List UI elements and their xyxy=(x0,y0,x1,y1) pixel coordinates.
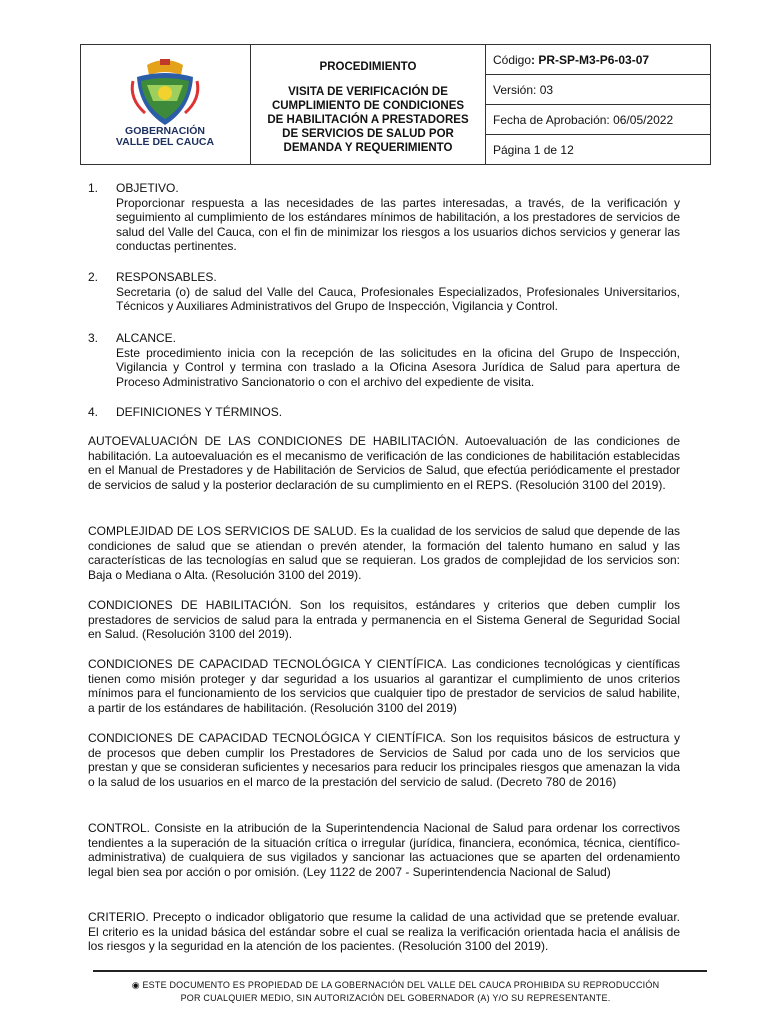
coat-of-arms-logo xyxy=(127,55,203,129)
section-alcance xyxy=(116,331,680,389)
copyright-icon: ◉ xyxy=(131,980,140,990)
code-label: Código xyxy=(493,52,532,67)
section-title: DEFINICIONES Y TÉRMINOS. xyxy=(116,405,283,419)
definition-complejidad: COMPLEJIDAD DE LOS SERVICIOS DE SALUD. Es la cualidad de los servicios de salud que depende de las condiciones de salud que se atiendan o prevén atender, la formación del talento humano en salud y las características de las tecnologías en salud que se requieran. Los grados de complejidad de los servicios son: Baja o Mediana o Alta. (Resolución 3100 del 2019). xyxy=(88,524,680,582)
section-objetivo xyxy=(116,181,680,254)
document-type: PROCEDIMIENTO xyxy=(319,61,417,73)
title-line: VISITA DE VERIFICACIÓN DE xyxy=(288,86,448,98)
document-title xyxy=(251,85,485,155)
section-number: 4. xyxy=(88,405,99,419)
title-line: DEMANDA Y REQUERIMIENTO xyxy=(283,142,453,154)
definition-condiciones-habilitacion: CONDICIONES DE HABILITACIÓN. Son los requisitos, estándares y criterios que deben cumplir los prestadores de servicios de salud para la entrada y permanencia en el Sistema General de Seguridad Social en Salud. (Resolución 3100 del 2019). xyxy=(88,598,680,642)
code-cell xyxy=(486,45,710,75)
title-line: DE HABILITACIÓN A PRESTADORES xyxy=(267,114,469,126)
section-title: RESPONSABLES. xyxy=(116,270,217,284)
definition-autoevaluacion: AUTOEVALUACIÓN DE LAS CONDICIONES DE HABILITACIÓN. Autoevaluación de las condiciones de habilitación. La autoevaluación es el mecanismo de verificación de las condiciones de habilitación establecidas en el Manual de Prestadores y de Habilitación de Servicios de Salud, que efectúa periódicamente el prestador de servicios de salud y la posterior declaración de su cumplimiento en el REPS. (Resolución 3100 del 2019). xyxy=(88,434,680,492)
section-text: Proporcionar respuesta a las necesidades de las partes interesadas, a través, de la verificación y seguimiento al cumplimiento de los estándares mínimos de habilitación, a los prestadores de servicios de salud del Valle del Cauca, con el fin de minimizar los riesgos a los usuarios dichos servicios y generar las conductas pertinentes. xyxy=(116,195,680,254)
section-number: 1. xyxy=(88,181,99,195)
definition-control: CONTROL. Consiste en la atribución de la Superintendencia Nacional de Salud para ordenar los correctivos tendientes a la superación de la situación crítica o irregular (jurídica, financiera, económica, técnica, científico-administrativa) de cualquiera de sus vigilados y sancionar las actuaciones que se aparten del ordenamiento legal bien sea por acción o por omisión. (Ley 1122 de 2007 - Superintendencia Nacional de Salud) xyxy=(88,821,680,879)
title-line: DE SERVICIOS DE SALUD POR xyxy=(282,128,454,140)
definition-capacidad-tecnologica-1: CONDICIONES DE CAPACIDAD TECNOLÓGICA Y CIENTÍFICA. Las condiciones tecnológicas y científicas tienen como misión proteger y dar seguridad a los usuarios al garantizar el cumplimiento de unos criterios mínimos para el funcionamiento de los servicios que cualquier tipo de prestador de servicios de salud habilite, a partir de los estándares de habilitación. (Resolución 3100 del 2019) xyxy=(88,657,680,715)
definition-capacidad-tecnologica-2: CONDICIONES DE CAPACIDAD TECNOLÓGICA Y CIENTÍFICA. Son los requisitos básicos de estructura y de procesos que deben cumplir los Prestadores de Servicios de Salud por cada uno de los servicios que prestan y que se consideran suficientes y necesarios para reducir los principales riesgos que amenazan la vida o la salud de los usuarios en el marco de la prestación del servicio de salud. (Decreto 780 de 2016) xyxy=(88,731,680,789)
section-title: OBJETIVO. xyxy=(116,181,179,195)
footer-notice xyxy=(80,979,711,1004)
section-title: ALCANCE. xyxy=(116,331,177,345)
footer-line2: POR CUALQUIER MEDIO, SIN AUTORIZACIÓN DEL GOBERNADOR (A) Y/O SU REPRESENTANTE. xyxy=(180,992,611,1003)
approval-date-cell: Fecha de Aprobación: 06/05/2022 xyxy=(486,105,710,135)
footer-line1: ESTE DOCUMENTO ES PROPIEDAD DE LA GOBERNACIÓN DEL VALLE DEL CAUCA PROHIBIDA SU REPRODUCCIÓN xyxy=(142,980,660,990)
definition-criterio: CRITERIO. Precepto o indicador obligatorio que resume la calidad de una actividad que se pretende evaluar. El criterio es la unidad básica del estándar sobre el cual se realiza la verificación orientada hacia el análisis de los riesgos y la seguridad en la atención de los pacientes. (Resolución 3100 del 2019). xyxy=(88,910,680,954)
section-text: Este procedimiento inicia con la recepción de las solicitudes en la oficina del Grupo de Inspección, Vigilancia y Control y termina con traslado a la Oficina Asesora Jurídica de Salud para apertura de Proceso Administrativo Sancionatorio o con el archivo del expediente de visita. xyxy=(116,345,680,389)
version-cell: Versión: 03 xyxy=(486,75,710,105)
logo-cell xyxy=(81,45,251,164)
code-value: : PR-SP-M3-P6-03-07 xyxy=(531,52,650,67)
title-cell xyxy=(251,45,486,164)
document-header xyxy=(80,44,711,165)
title-line: CUMPLIMIENTO DE CONDICIONES xyxy=(271,100,465,112)
page-number-cell: Página 1 de 12 xyxy=(493,142,574,157)
section-number: 2. xyxy=(88,270,99,284)
section-definiciones xyxy=(116,405,680,420)
footer-divider xyxy=(93,970,707,972)
logo-text-line1: GOBERNACIÓN xyxy=(125,125,205,137)
section-text: Secretaria (o) de salud del Valle del Cauca, Profesionales Especializados, Profesionales Universitarios, Técnicos y Auxiliares Administrativos del Grupo de Inspección, Vigilancia y Control. xyxy=(116,284,680,314)
section-number: 3. xyxy=(88,331,99,345)
logo-text-line2: VALLE DEL CAUCA xyxy=(115,136,215,148)
section-responsables xyxy=(116,270,680,314)
